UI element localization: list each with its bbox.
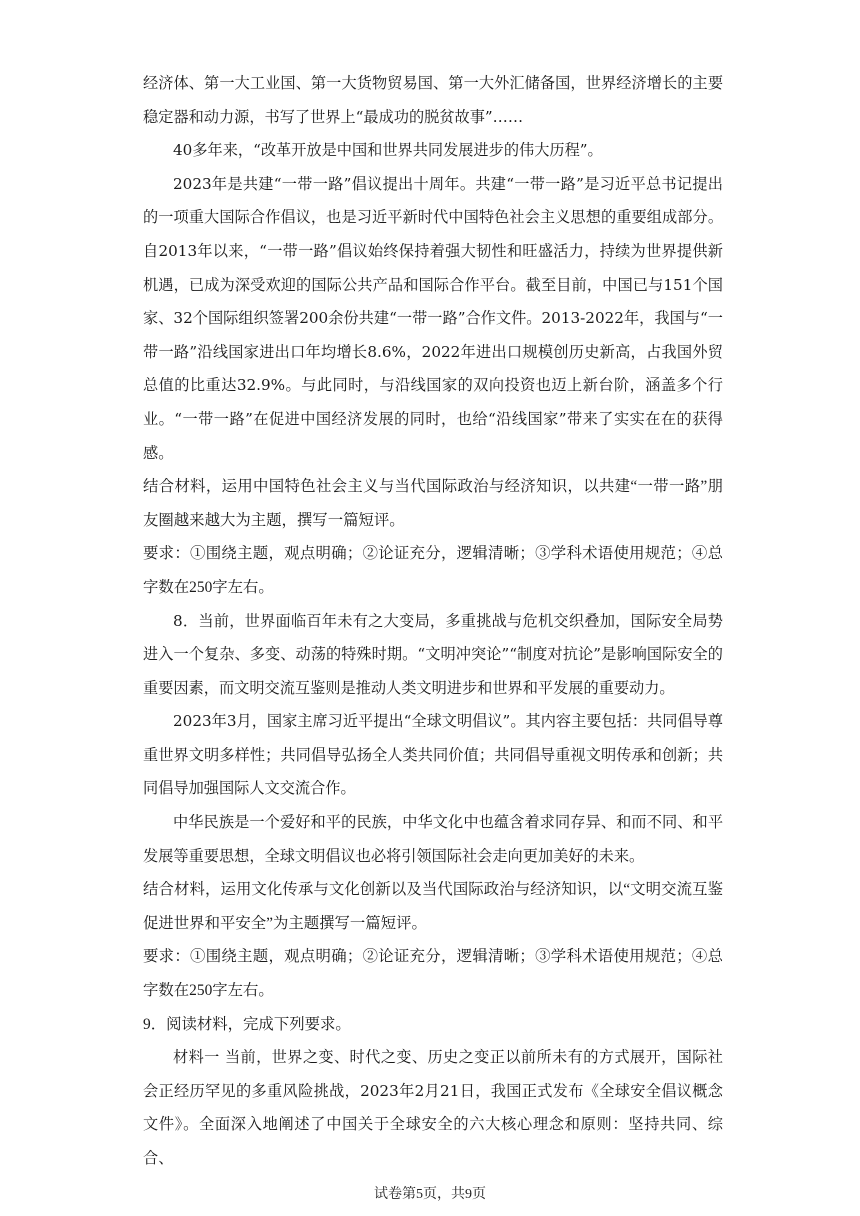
question-9-material-1: 材料一 当前，世界之变、时代之变、历史之变正以前所未有的方式展开，国际社会正经历罕见的多重风险挑战，2023年2月21日，我国正式发布《全球安全倡议概念文件》。全面深入地阐述了中国关于全球安全的六大核心理念和原则：坚持共同、综合、: [143, 1048, 723, 1167]
question-8-material-3: 中华民族是一个爱好和平的民族，中华文化中也蕴含着求同存异、和而不同、和平发展等重要思想，全球文明倡议也必将引领国际社会走向更加美好的未来。: [143, 813, 723, 865]
paragraph-2: 40多年来，“改革开放是中国和世界共同发展进步的伟大历程”。: [173, 141, 603, 160]
question-7-requirements: 要求：①围绕主题，观点明确；②论证充分，逻辑清晰；③学科术语使用规范；④总字数在250字左右。: [143, 545, 723, 596]
page-footer: 试卷第5页，共9页: [374, 1187, 486, 1202]
question-9-heading: 9．阅读材料，完成下列要求。: [143, 1015, 351, 1033]
paragraph-3: 2023年是共建“一带一路”倡议提出十周年。共建“一带一路”是习近平总书记提出的一项重大国际合作倡议，也是习近平新时代中国特色社会主义思想的重要组成部分。自2013年以来，“一带一路”倡议始终保持着强大韧性和旺盛活力，持续为世界提供新机遇，已成为深受欢迎的国际公共产品和国际合作平台。截至目前，中国已与151个国家、32个国际组织签署200余份共建“一带一路”合作文件。2013-2022年，我国与“一带一路”沿线国家进出口年均增长8.6%，2022年进出口规模创历史新高，占我国外贸总值的比重达32.9%。与此同时，与沿线国家的双向投资也迈上新台阶，涵盖多个行业。“一带一路”在促进中国经济发展的同时，也给“沿线国家”带来了实实在在的获得感。: [143, 174, 723, 462]
question-8-material-2: 2023年3月，国家主席习近平提出“全球文明倡议”。其内容主要包括：共同倡导尊重世界文明多样性；共同倡导弘扬全人类共同价值；共同倡导重视文明传承和创新；共同倡导加强国际人文交流合作。: [143, 712, 723, 798]
page-content: [143, 67, 723, 1176]
question-8-requirements: 要求：①围绕主题，观点明确；②论证充分，逻辑清晰；③学科术语使用规范；④总字数在250字左右。: [143, 948, 723, 1000]
question-8-stem: 8．当前，世界面临百年未有之大变局，多重挑战与危机交织叠加，国际安全局势进入一个复杂、多变、动荡的特殊时期。“文明冲突论”“制度对抗论”是影响国际安全的重要因素，而文明交流互鉴则是推动人类文明进步和世界和平发展的重要动力。: [143, 611, 723, 697]
paragraph-1: 经济体、第一大工业国、第一大货物贸易国、第一大外汇储备国，世界经济增长的主要稳定器和动力源，书写了世界上“最成功的脱贫故事”……: [143, 74, 723, 126]
question-8-prompt: 结合材料，运用文化传承与文化创新以及当代国际政治与经济知识，以“文明交流互鉴促进世界和平安全”为主题撰写一篇短评。: [143, 881, 723, 932]
question-7-prompt: 结合材料，运用中国特色社会主义与当代国际政治与经济知识，以共建“一带一路”朋友圈越来越大为主题，撰写一篇短评。: [143, 478, 723, 529]
